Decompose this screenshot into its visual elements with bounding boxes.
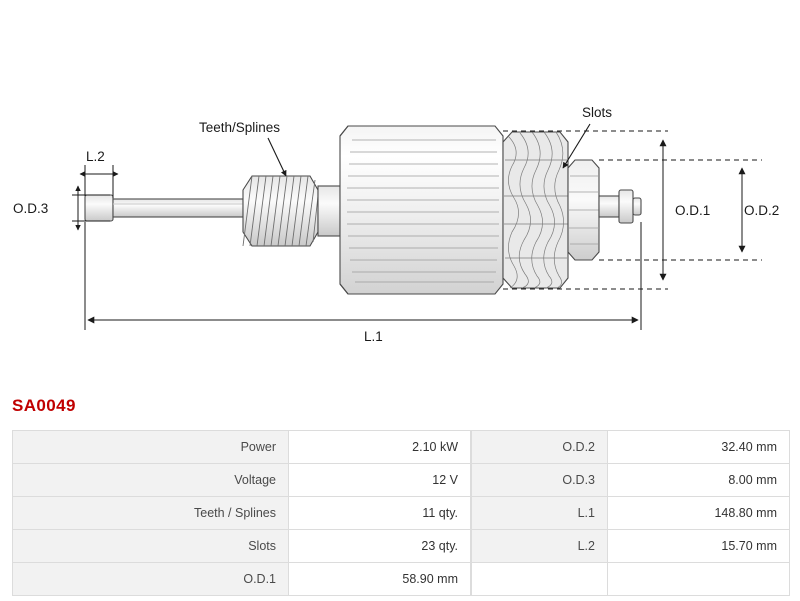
callout-slots [563, 105, 612, 168]
callout-label-teeth-splines: Teeth/Splines [199, 120, 281, 135]
callout-label-slots: Slots [582, 105, 613, 120]
spec-label: Slots [13, 530, 289, 563]
table-row [13, 530, 471, 563]
spec-empty-cell [472, 563, 608, 596]
dimension-label-od1: O.D.1 [675, 203, 711, 218]
spec-empty-cell [608, 563, 790, 596]
spec-table-left [12, 430, 471, 596]
spec-value: 23 qty. [289, 530, 471, 563]
dimension-label-l1: L.1 [364, 329, 383, 344]
table-row [472, 530, 790, 563]
spec-label: Teeth / Splines [13, 497, 289, 530]
callout-teeth-splines [199, 120, 286, 176]
spec-table-right [471, 430, 790, 596]
table-row [472, 431, 790, 464]
spec-label: L.2 [472, 530, 608, 563]
table-row [13, 464, 471, 497]
spec-value: 15.70 mm [608, 530, 790, 563]
specifications [12, 430, 788, 596]
spec-value: 2.10 kW [289, 431, 471, 464]
table-row [13, 497, 471, 530]
spec-label: Voltage [13, 464, 289, 497]
spec-value: 12 V [289, 464, 471, 497]
spec-label: L.1 [472, 497, 608, 530]
part-code: SA0049 [12, 396, 76, 415]
dimension-label-od2: O.D.2 [744, 203, 780, 218]
spec-value: 148.80 mm [608, 497, 790, 530]
table-row [472, 464, 790, 497]
table-row [13, 563, 471, 596]
armature-body [85, 126, 641, 294]
spec-value: 8.00 mm [608, 464, 790, 497]
dimension-l2 [80, 165, 118, 198]
spec-value: 58.90 mm [289, 563, 471, 596]
spec-label: O.D.1 [13, 563, 289, 596]
dimension-label-l2: L.2 [86, 149, 105, 164]
table-row [472, 563, 790, 596]
spec-value: 11 qty. [289, 497, 471, 530]
table-row [13, 431, 471, 464]
spec-value: 32.40 mm [608, 431, 790, 464]
spec-label: O.D.3 [472, 464, 608, 497]
dimension-label-od3: O.D.3 [13, 201, 49, 216]
table-row [472, 497, 790, 530]
spec-label: O.D.2 [472, 431, 608, 464]
spec-label: Power [13, 431, 289, 464]
